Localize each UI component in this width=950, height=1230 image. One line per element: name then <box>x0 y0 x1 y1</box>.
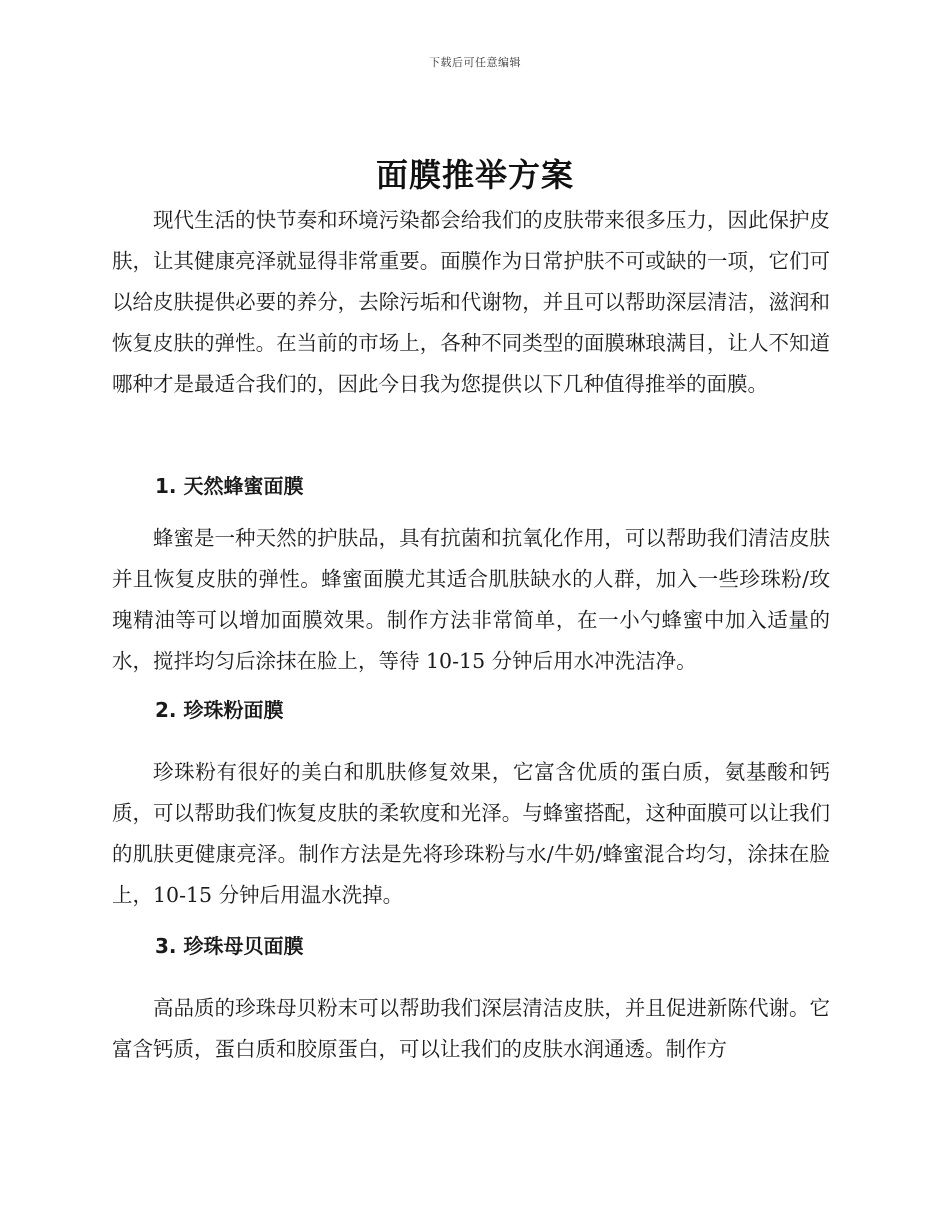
section-heading-1: 1. 天然蜂蜜面膜 <box>155 474 304 498</box>
section-paragraph-2: 珍珠粉有很好的美白和肌肤修复效果，它富含优质的蛋白质，氨基酸和钙质，可以帮助我们恢复皮肤的柔软度和光泽。与蜂蜜搭配，这种面膜可以让我们的肌肤更健康亮泽。制作方法是先将珍珠粉与水/牛奶/蜂蜜混合均匀，涂抹在脸上，10-15 分钟后用温水洗掉。 <box>112 760 830 907</box>
intro-paragraph: 现代生活的快节奏和环境污染都会给我们的皮肤带来很多压力，因此保护皮肤，让其健康亮泽就显得非常重要。面膜作为日常护肤不可或缺的一项，它们可以给皮肤提供必要的养分，去除污垢和代谢物，并且可以帮助深层清洁，滋润和恢复皮肤的弹性。在当前的市场上，各种不同类型的面膜琳琅满目，让人不知道哪种才是最适合我们的，因此今日我为您提供以下几种值得推举的面膜。 <box>112 208 830 396</box>
section-heading-3: 3. 珍珠母贝面膜 <box>155 934 304 958</box>
section-heading-2: 2. 珍珠粉面膜 <box>155 698 284 722</box>
section-paragraph-1: 蜂蜜是一种天然的护肤品，具有抗菌和抗氧化作用，可以帮助我们清洁皮肤并且恢复皮肤的弹性。蜂蜜面膜尤其适合肌肤缺水的人群，加入一些珍珠粉/玫瑰精油等可以增加面膜效果。制作方法非常简单，在一小勺蜂蜜中加入适量的水，搅拌均匀后涂抹在脸上，等待 10-15 分钟后用水冲洗洁净。 <box>112 526 830 673</box>
document-body <box>112 200 830 1070</box>
header-note: 下载后可任意编辑 <box>429 56 521 69</box>
page-title: 面膜推举方案 <box>375 156 574 194</box>
section-paragraph-3: 高品质的珍珠母贝粉末可以帮助我们深层清洁皮肤，并且促进新陈代谢。它富含钙质，蛋白质和胶原蛋白，可以让我们的皮肤水润通透。制作方 <box>112 996 830 1061</box>
